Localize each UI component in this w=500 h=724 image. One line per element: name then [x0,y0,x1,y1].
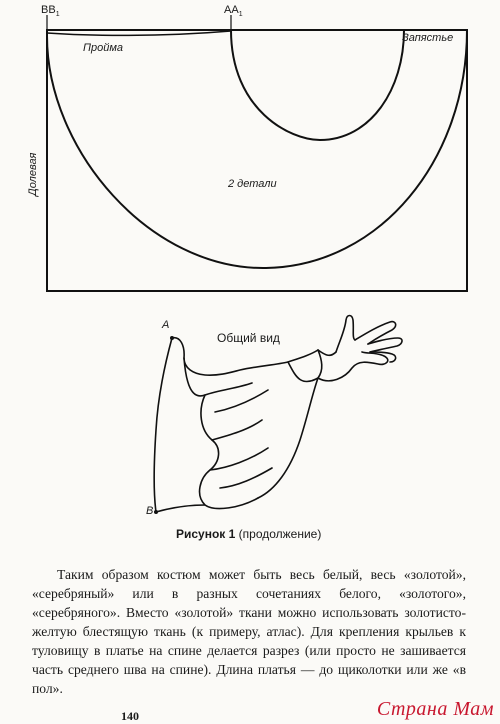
point-b-label: B [146,505,154,517]
wrist-inner-curve [231,30,404,140]
wrist-label: Запястье [402,32,454,44]
armhole-label: Пройма [83,42,123,54]
pattern-rectangle [47,30,467,291]
corner-label-bb-text: BB [41,4,56,16]
corner-label-bb-sub: 1 [55,11,60,19]
watermark-logo: Страна Мам [376,698,494,720]
figure-caption-label: Рисунок 1 [176,527,236,541]
sleeve-outer-curve [47,30,467,268]
point-b-marker [154,510,158,514]
corner-label-aa-text: AA [224,4,239,16]
pieces-label: 2 детали [228,178,277,190]
point-a-label: A [162,319,170,331]
figure-caption [176,527,321,541]
corner-label-bb [41,4,60,18]
body-text [32,565,466,698]
body-paragraph: Таким образом костюм может быть весь белый, весь «золотой», «серебряный» или в разных сочетаниях белого, «золотого», «серебряного». Вместо «золотой» ткани можно использовать золотисто-желтую блестящую ткань (к примеру, атлас). Для крепления крыльев к туловищу в платье на спине делается разрез (или просто не зашивается часть среднего шва на спине). Длина платья — до щиколотки или же «в пол». [32,567,466,696]
corner-label-aa [224,4,243,18]
page-number: 140 [121,709,139,723]
figure-caption-suffix: (продолжение) [235,527,322,541]
point-a-marker [170,336,174,340]
grain-label: Долевая [27,152,39,196]
armhole-line [47,31,231,35]
general-view-title: Общий вид [217,331,280,345]
corner-label-aa-sub: 1 [238,11,243,19]
